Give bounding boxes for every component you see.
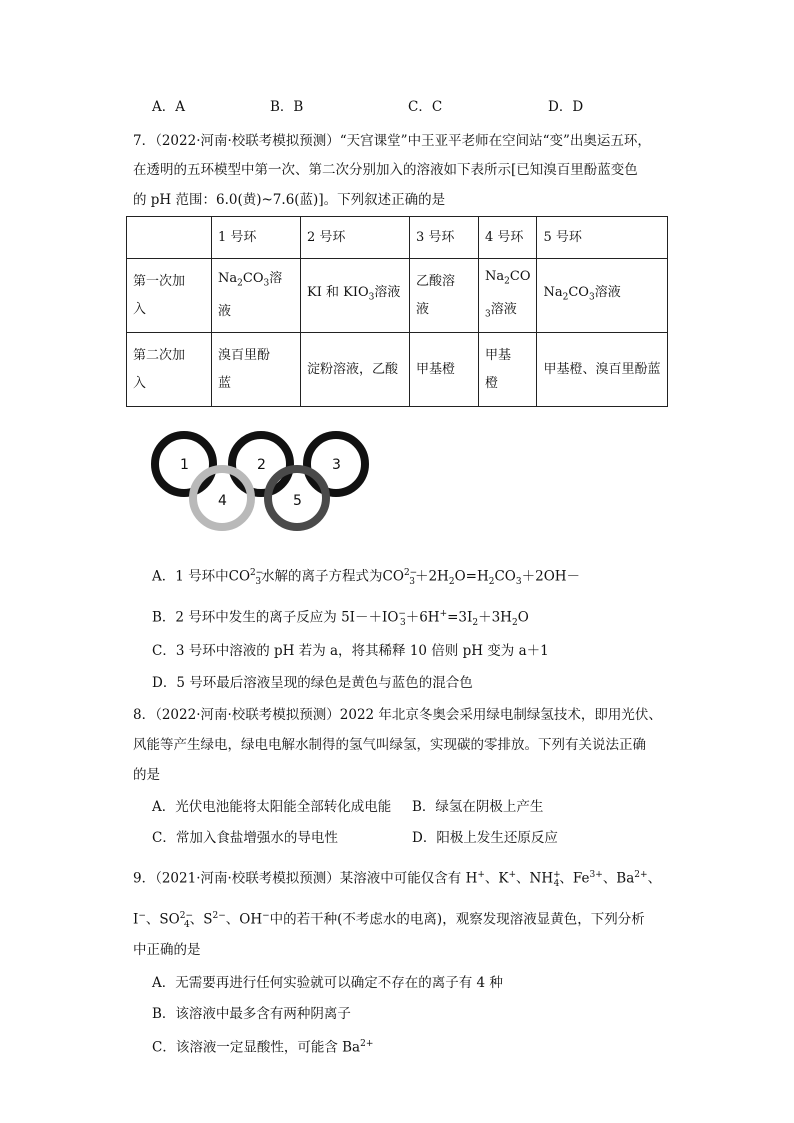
q9-stem-line-1: 9．（2021·河南·校联考模拟预测）某溶液中可能仅含有 H+、K+、$NH^+_4$、$Fe^{3+}$、$Ba^{2+}$、 — [133, 870, 662, 890]
cell-ring2-first: KI 和 $KIO_3$溶液 — [301, 259, 410, 333]
ring-label-1: 1 — [180, 457, 189, 473]
ring-label-5: 5 — [293, 493, 302, 509]
table-header-cell: 2 号环 — [301, 217, 410, 259]
q9-stem-line-2: I−、$SO^{2-}_4$、$S^{2-}$、OH−中的若干种(不考虑水的电离)，观察发现溶液显黄色，下列分析 — [133, 911, 645, 931]
q7-option-d[interactable]: D．5 号环最后溶液呈现的绿色是黄色与蓝色的混合色 — [152, 675, 473, 691]
q6-option-c[interactable]: C．C — [408, 99, 443, 115]
q7-stem-line-1: 7．（2022·河南·校联考模拟预测）“天宫课堂”中王亚平老师在空间站“变”出奥运五环， — [133, 133, 651, 149]
q8-option-a[interactable]: A．光伏电池能将太阳能全部转化成电能 — [152, 799, 392, 815]
q6-option-b[interactable]: B．B — [270, 99, 304, 115]
table-header-cell: 4 号环 — [479, 217, 537, 259]
q8-stem-line-1: 8．（2022·河南·校联考模拟预测）2022 年北京冬奥会采用绿电制绿氢技术，即用光伏、 — [133, 707, 662, 723]
q8-stem-line-2: 风能等产生绿电，绿电电解水制得的氢气叫绿氢，实现碳的零排放。下列有关说法正确 — [133, 737, 646, 753]
q6-option-a[interactable]: A．A — [152, 99, 185, 115]
olympic-rings-figure — [150, 430, 380, 535]
table-header-cell: 3 号环 — [410, 217, 479, 259]
q8-option-c[interactable]: C．常加入食盐增强水的导电性 — [152, 830, 338, 846]
ring-label-2: 2 — [257, 457, 266, 473]
cell-ring1-first: $Na_2CO_3$溶 液 — [212, 259, 301, 333]
table-row-first-addition — [127, 259, 668, 333]
ring-label-3: 3 — [332, 457, 341, 473]
q9-option-a[interactable]: A．无需要再进行任何实验就可以确定不存在的离子有 4 种 — [152, 975, 503, 991]
q7-option-b[interactable]: B．2 号环中发生的离子反应为 $5I-+IO^-_3+6H^+=3I_2+3H_2O$ — [152, 609, 529, 629]
q6-options — [152, 97, 632, 117]
cell-ring5-second: 甲基橙、溴百里酚蓝 — [537, 333, 668, 407]
cell-ring3-first: 乙酸溶 液 — [410, 259, 479, 333]
q8-option-d[interactable]: D．阳极上发生还原反应 — [412, 830, 558, 846]
table-header-cell: 5 号环 — [537, 217, 668, 259]
q7-table — [126, 216, 668, 407]
table-header-cell: 1 号环 — [212, 217, 301, 259]
q9-option-c[interactable]: C．该溶液一定显酸性，可能含 $Ba^{2+}$ — [152, 1039, 374, 1056]
q6-option-d[interactable]: D．D — [548, 99, 584, 115]
cell-ring4-second: 甲基 橙 — [479, 333, 537, 407]
q7-stem-line-3: 的 pH 范围：6.0(黄)~7.6(蓝)]。下列叙述正确的是 — [133, 192, 446, 208]
row-label-second: 第二次加 入 — [127, 333, 212, 407]
cell-ring2-second: 淀粉溶液，乙酸 — [301, 333, 410, 407]
table-header-row — [127, 217, 668, 259]
cell-ring4-first: $Na_2CO$ $_3$溶液 — [479, 259, 537, 333]
q8-stem-line-3: 的是 — [133, 767, 160, 783]
cell-ring1-second: 溴百里酚 蓝 — [212, 333, 301, 407]
q7-stem-line-2: 在透明的五环模型中第一次、第二次分别加入的溶液如下表所示[已知溴百里酚蓝变色 — [133, 162, 638, 178]
q9-option-b[interactable]: B．该溶液中最多含有两种阴离子 — [152, 1006, 351, 1022]
table-header-cell — [127, 217, 212, 259]
ring-label-4: 4 — [218, 493, 227, 509]
q7-option-c[interactable]: C．3 号环中溶液的 pH 若为 a，将其稀释 10 倍则 pH 变为 a＋1 — [152, 643, 549, 659]
q7-option-a[interactable]: A．1 号环中$CO^{2-}_3$水解的离子方程式为$CO^{2-}_3+2H_2O=H_2CO_3+2OH-$ — [152, 568, 581, 588]
cell-ring5-first: $Na_2CO_3$溶液 — [537, 259, 668, 333]
cell-ring3-second: 甲基橙 — [410, 333, 479, 407]
row-label-first: 第一次加 入 — [127, 259, 212, 333]
q8-option-b[interactable]: B．绿氢在阴极上产生 — [412, 799, 544, 815]
q9-stem-line-3: 中正确的是 — [133, 942, 201, 958]
table-row-second-addition — [127, 333, 668, 407]
